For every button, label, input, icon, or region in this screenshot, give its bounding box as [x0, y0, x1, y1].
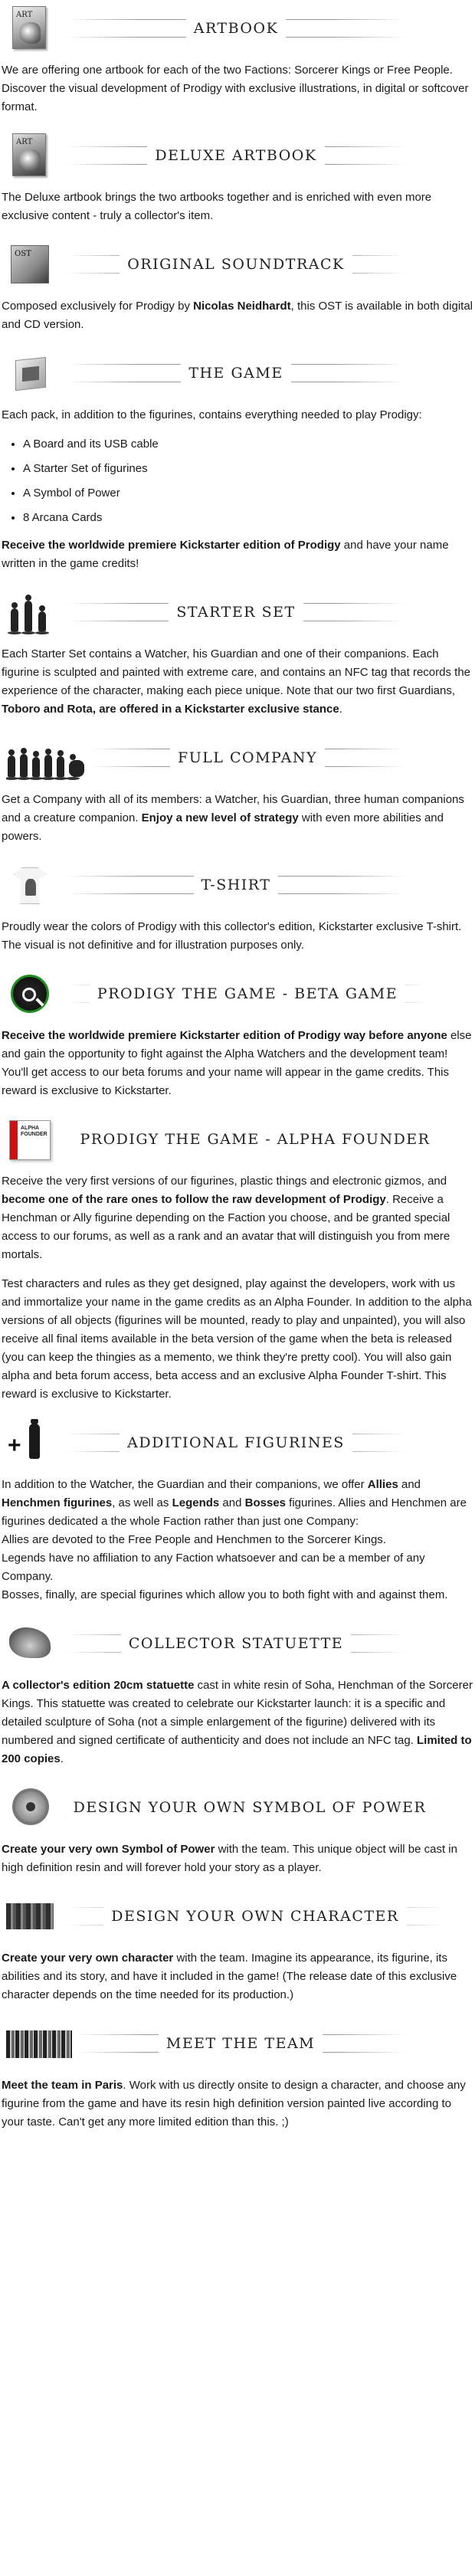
- additional-figurines-section: [2, 1414, 473, 1604]
- full-company-description: Get a Company with all of its members: a Watcher, his Guardian, three human companions and a creature companion. Enjoy a new level of strategy with even more abilities and powers.: [2, 793, 464, 843]
- collector-statuette-title: COLLECTOR STATUETTE: [121, 1632, 351, 1655]
- meet-team-banner: [2, 2015, 473, 2072]
- list-item: • A Board and its USB cable: [23, 435, 473, 454]
- symbol-of-power-title: DESIGN YOUR OWN SYMBOL OF POWER: [66, 1796, 434, 1819]
- full-company-title: FULL COMPANY: [170, 746, 325, 769]
- deluxe-artbook-description: The Deluxe artbook brings the two artbooks together and is enriched with even more exclusive content - truly a collector's item.: [2, 191, 432, 222]
- cd-icon: OST: [6, 241, 54, 288]
- own-character-title: DESIGN YOUR OWN CHARACTER: [103, 1905, 406, 1928]
- meet-team-section: [2, 2015, 473, 2132]
- symbol-of-power-section: [2, 1779, 473, 1877]
- tshirt-icon: [6, 861, 54, 909]
- collector-statuette-description: A collector's edition 20cm statuette cast in white resin of Soha, Henchman of the Sorcerer Kings. This statuette was created to celebrate our Kickstarter launch: it is a specific and detailed sculpture of Soha (not a simple enlargement of the figurine) delivered with its numbered and signed certificate of authenticity and does not include an NFC tag. Limited to 200 copies.: [2, 1679, 473, 1765]
- beta-ring-icon: [6, 970, 54, 1018]
- starter-set-description: Each Starter Set contains a Watcher, his Guardian and one of their companions. Each figurine is sculpted and painted with extreme care, and contains an NFC tag that records the experience of the character, making each piece unique. Note that our two first Guardians, Toboro and Rota, are offered in a Kickstarter exclusive stance.: [2, 647, 471, 716]
- tshirt-section: [2, 857, 473, 955]
- alpha-founder-title: PRODIGY THE GAME - ALPHA FOUNDER: [73, 1128, 438, 1151]
- meet-team-description: Meet the team in Paris. Work with us directly onsite to design a character, and choose any figurine from the game and have its resin high definition version painted live according to your taste. Can't get any more limited edition than this. ;): [2, 2079, 466, 2129]
- artbook-section: [2, 0, 473, 116]
- pendant-icon: [6, 1784, 54, 1831]
- plus-figurine-icon: +: [6, 1419, 54, 1467]
- full-company-banner: [2, 729, 473, 786]
- beta-game-title: PRODIGY THE GAME - BETA GAME: [90, 982, 405, 1005]
- company-figurines-icon: [6, 734, 90, 782]
- the-game-section: [2, 345, 473, 573]
- starter-set-section: [2, 584, 473, 719]
- artbook-title: ARTBOOK: [186, 17, 287, 40]
- alpha-founder-section: [2, 1111, 473, 1404]
- game-box-icon: [6, 349, 54, 397]
- collector-statuette-section: [2, 1615, 473, 1768]
- tshirt-banner: [2, 857, 473, 913]
- the-game-title: THE GAME: [181, 362, 290, 385]
- artbook-banner: [2, 0, 473, 57]
- list-item: • 8 Arcana Cards: [23, 509, 473, 527]
- team-photo-icon: [6, 2020, 72, 2067]
- artbook-icon: ART: [6, 5, 54, 52]
- tshirt-title: T-SHIRT: [194, 873, 279, 896]
- the-game-intro: Each pack, in addition to the figurines, contains everything needed to play Prodigy:: [2, 408, 422, 421]
- meet-team-title: MEET THE TEAM: [159, 2032, 323, 2055]
- character-sketch-icon: [6, 1893, 54, 1940]
- additional-figurines-description: In addition to the Watcher, the Guardian and their companions, we offer Allies and Henchmen figurines, as well as Legends and Bosses figurines. Allies and Henchmen are figurines dedicated a the whole Faction rather than just one Company: Allies are devoted to the Free People and Henchmen to the Sorcerer Kings. Legends have no affiliation to any Faction whatsoever and can be a member of any Company. Bosses, finally, are special figurines which allow you to both fight with and against them.: [2, 1478, 467, 1601]
- beta-game-banner: [2, 965, 473, 1022]
- own-character-banner: [2, 1888, 473, 1945]
- list-item: • A Starter Set of figurines: [23, 460, 473, 478]
- deluxe-artbook-icon: ART: [6, 132, 54, 179]
- collector-statuette-banner: [2, 1615, 473, 1672]
- starter-set-banner: [2, 584, 473, 641]
- deluxe-artbook-section: [2, 127, 473, 225]
- own-character-description: Create your very own character with the team. Imagine its appearance, its figurine, its abilities and its story, and have it included in the game! (The release date of this exclusive character depends on the time needed for its production.): [2, 1952, 457, 2001]
- soundtrack-banner: [2, 236, 473, 293]
- soundtrack-section: [2, 236, 473, 334]
- the-game-contents-list: [23, 435, 473, 527]
- statuette-icon: [6, 1620, 54, 1667]
- beta-game-section: [2, 965, 473, 1100]
- alpha-founder-paragraph-1: Receive the very first versions of our figurines, plastic things and electronic gizmos, and become one of the rare ones to follow the raw development of Prodigy. Receive a Henchman or Ally figurine depending on the Faction you choose, and be granted special access to our forums, as well as a rank and an avatar that will distinguish you from mere mortals.: [2, 1175, 450, 1261]
- symbol-of-power-banner: [2, 1779, 473, 1836]
- alpha-founder-badge-icon: ALPHA FOUNDER: [6, 1116, 54, 1163]
- the-game-banner: [2, 345, 473, 401]
- alpha-founder-paragraph-2: Test characters and rules as they get designed, play against the developers, work with us and immortalize your name in the game credits as an Alpha Founder. In addition to the alpha versions of all objects (figurines will be mounted, ready to play and unpainted), you will also receive all final items available in the beta version of the game when the beta is released (you can keep the thingies as a memento, we think they're pretty cool). You will also gain alpha and beta forum access, beta access and an exclusive Alpha Founder T-shirt. This reward is exclusive to Kickstarter.: [2, 1277, 472, 1401]
- figurines-icon: [6, 588, 54, 636]
- list-item: • A Symbol of Power: [23, 484, 473, 503]
- full-company-section: [2, 729, 473, 846]
- the-game-note: Receive the worldwide premiere Kickstarter edition of Prodigy and have your name written in the game credits!: [2, 539, 449, 570]
- additional-figurines-title: ADDITIONAL FIGURINES: [120, 1431, 352, 1454]
- soundtrack-description: Composed exclusively for Prodigy by Nicolas Neidhardt, this OST is available in both digital and CD version.: [2, 300, 473, 331]
- additional-figurines-banner: [2, 1414, 473, 1471]
- artbook-description: We are offering one artbook for each of the two Factions: Sorcerer Kings or Free People. Discover the visual development of Prodigy with exclusive illustrations, in digital or softcover format.: [2, 64, 469, 113]
- starter-set-title: STARTER SET: [169, 601, 303, 624]
- tshirt-description: Proudly wear the colors of Prodigy with this collector's edition, Kickstarter exclusive T-shirt. The visual is not definitive and for illustration purposes only.: [2, 920, 462, 952]
- own-character-section: [2, 1888, 473, 2004]
- alpha-founder-banner: [2, 1111, 473, 1168]
- symbol-of-power-description: Create your very own Symbol of Power with the team. This unique object will be cast in high definition resin and will forever hold your story as a player.: [2, 1843, 457, 1874]
- beta-game-description: Receive the worldwide premiere Kickstarter edition of Prodigy way before anyone else and gain the opportunity to fight against the Alpha Watchers and the development team! You'll get access to our beta forums and your name will appear in the game credits. This reward is exclusive to Kickstarter.: [2, 1029, 472, 1097]
- deluxe-artbook-title: DELUXE ARTBOOK: [147, 144, 324, 167]
- deluxe-artbook-banner: [2, 127, 473, 184]
- soundtrack-title: ORIGINAL SOUNDTRACK: [120, 253, 352, 276]
